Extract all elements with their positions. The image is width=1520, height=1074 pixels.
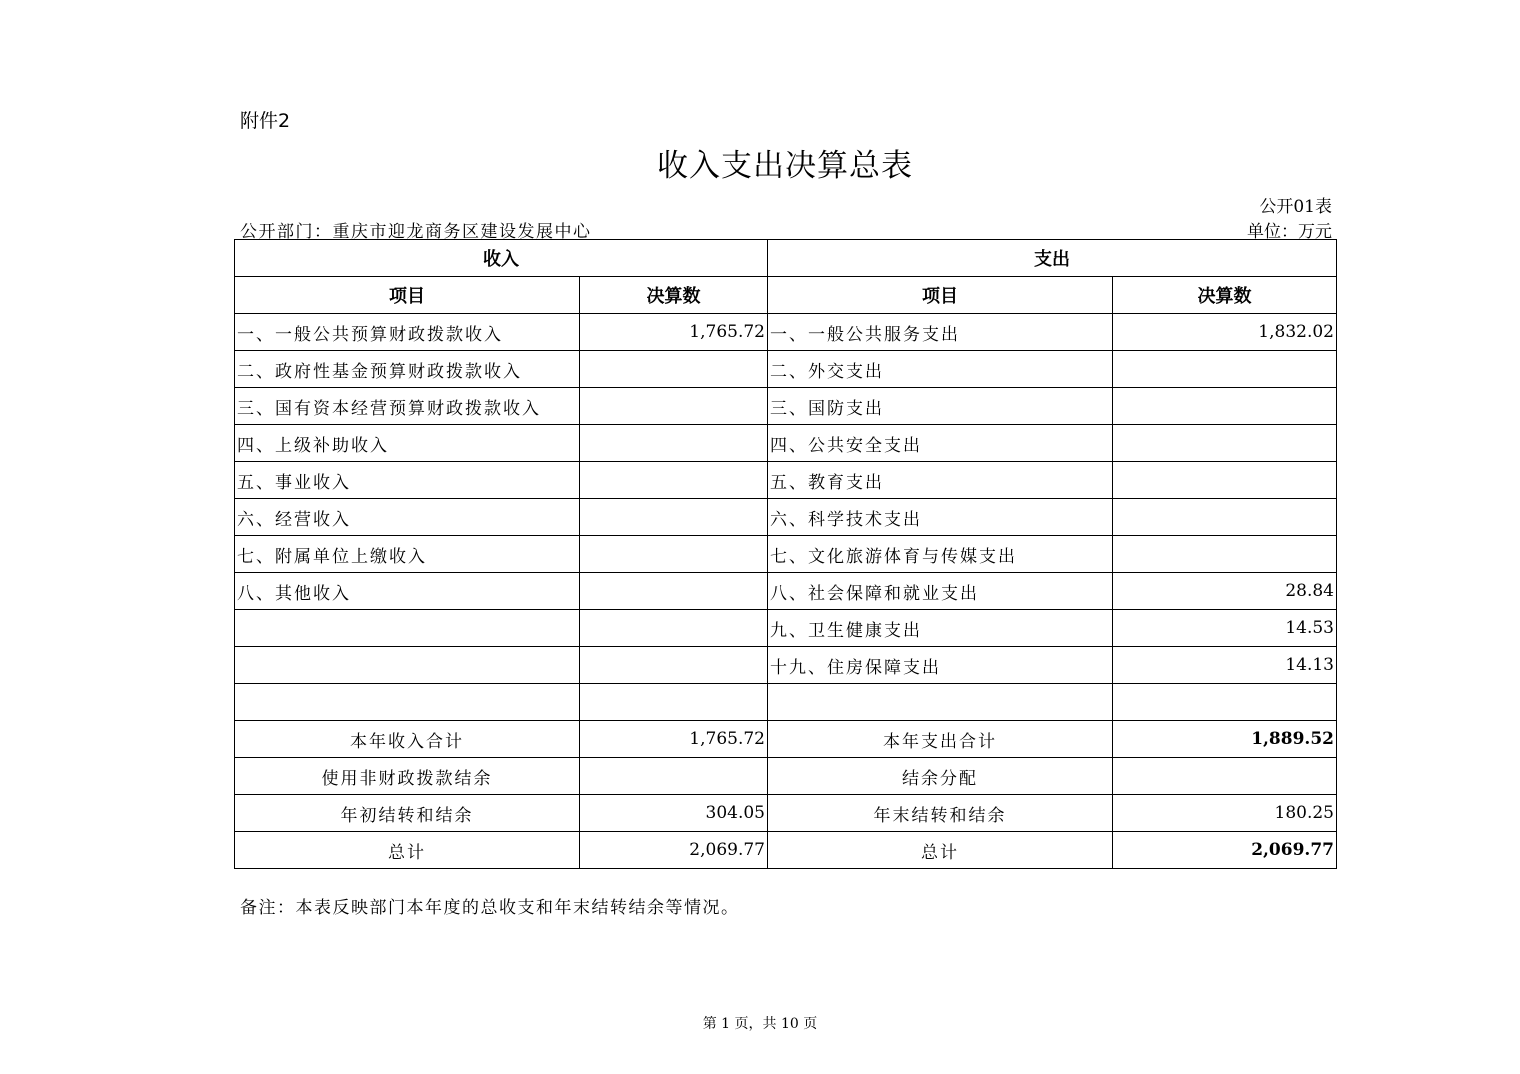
income-amount [580,462,768,499]
expense-item: 一、一般公共服务支出 [768,314,1113,351]
table-row [235,684,1337,721]
income-amount [580,388,768,425]
expense-item: 二、外交支出 [768,351,1113,388]
expense-item: 总计 [768,832,1113,869]
income-amount: 1,765.72 [580,314,768,351]
expense-item: 结余分配 [768,758,1113,795]
table-row [235,314,1337,351]
income-item: 一、一般公共预算财政拨款收入 [235,314,580,351]
income-item: 六、经营收入 [235,499,580,536]
expense-amount: 28.84 [1113,573,1337,610]
income-item [235,684,580,721]
expense-item [768,684,1113,721]
income-amount: 2,069.77 [580,832,768,869]
table-row [235,462,1337,499]
column-header-row [235,277,1337,314]
budget-table [234,239,1337,869]
income-item [235,610,580,647]
summary-row-annual-total [235,721,1337,758]
income-amount [580,351,768,388]
table-row [235,351,1337,388]
income-amount [580,647,768,684]
page-title: 收入支出决算总表 [657,148,913,184]
expense-amount [1113,351,1337,388]
expense-header: 支出 [768,240,1337,277]
expense-amount [1113,684,1337,721]
attachment-label: 附件2 [240,110,291,132]
expense-item: 三、国防支出 [768,388,1113,425]
income-item: 二、政府性基金预算财政拨款收入 [235,351,580,388]
summary-row-carryover [235,795,1337,832]
table-row [235,425,1337,462]
table-row [235,647,1337,684]
expense-amount: 1,832.02 [1113,314,1337,351]
income-amount [580,610,768,647]
income-amount-column-header: 决算数 [580,277,768,314]
expense-amount: 1,889.52 [1113,721,1337,758]
expense-amount [1113,425,1337,462]
table-row [235,536,1337,573]
income-amount [580,573,768,610]
table-row [235,573,1337,610]
income-amount [580,425,768,462]
expense-item: 九、卫生健康支出 [768,610,1113,647]
income-item: 使用非财政拨款结余 [235,758,580,795]
income-amount [580,758,768,795]
expense-amount [1113,388,1337,425]
expense-amount [1113,536,1337,573]
expense-amount [1113,462,1337,499]
expense-item: 本年支出合计 [768,721,1113,758]
expense-amount: 180.25 [1113,795,1337,832]
expense-item: 六、科学技术支出 [768,499,1113,536]
income-item: 三、国有资本经营预算财政拨款收入 [235,388,580,425]
expense-item: 五、教育支出 [768,462,1113,499]
income-item: 四、上级补助收入 [235,425,580,462]
income-item: 七、附属单位上缴收入 [235,536,580,573]
page-footer: 第 1 页，共 10 页 [702,1016,818,1032]
income-amount [580,499,768,536]
expense-item: 四、公共安全支出 [768,425,1113,462]
income-item [235,647,580,684]
income-item: 年初结转和结余 [235,795,580,832]
expense-amount: 14.13 [1113,647,1337,684]
table-note: 备注：本表反映部门本年度的总收支和年末结转结余等情况。 [240,898,740,918]
expense-item: 十九、住房保障支出 [768,647,1113,684]
table-code: 公开01表 [1259,197,1332,217]
income-amount: 304.05 [580,795,768,832]
income-amount [580,684,768,721]
income-item: 五、事业收入 [235,462,580,499]
expense-item-column-header: 项目 [768,277,1113,314]
income-amount: 1,765.72 [580,721,768,758]
income-header: 收入 [235,240,768,277]
table-row [235,610,1337,647]
expense-amount: 2,069.77 [1113,832,1337,869]
unit-label: 单位：万元 [1247,222,1332,242]
income-item: 八、其他收入 [235,573,580,610]
expense-item: 年末结转和结余 [768,795,1113,832]
table-row [235,388,1337,425]
expense-item: 八、社会保障和就业支出 [768,573,1113,610]
income-amount [580,536,768,573]
summary-row-grand-total [235,832,1337,869]
section-header-row [235,240,1337,277]
income-item: 总计 [235,832,580,869]
expense-item: 七、文化旅游体育与传媒支出 [768,536,1113,573]
expense-amount-column-header: 决算数 [1113,277,1337,314]
income-item-column-header: 项目 [235,277,580,314]
table-row [235,499,1337,536]
expense-amount [1113,758,1337,795]
income-item: 本年收入合计 [235,721,580,758]
summary-row-balance [235,758,1337,795]
expense-amount [1113,499,1337,536]
expense-amount: 14.53 [1113,610,1337,647]
department-label: 公开部门：重庆市迎龙商务区建设发展中心 [240,222,592,242]
